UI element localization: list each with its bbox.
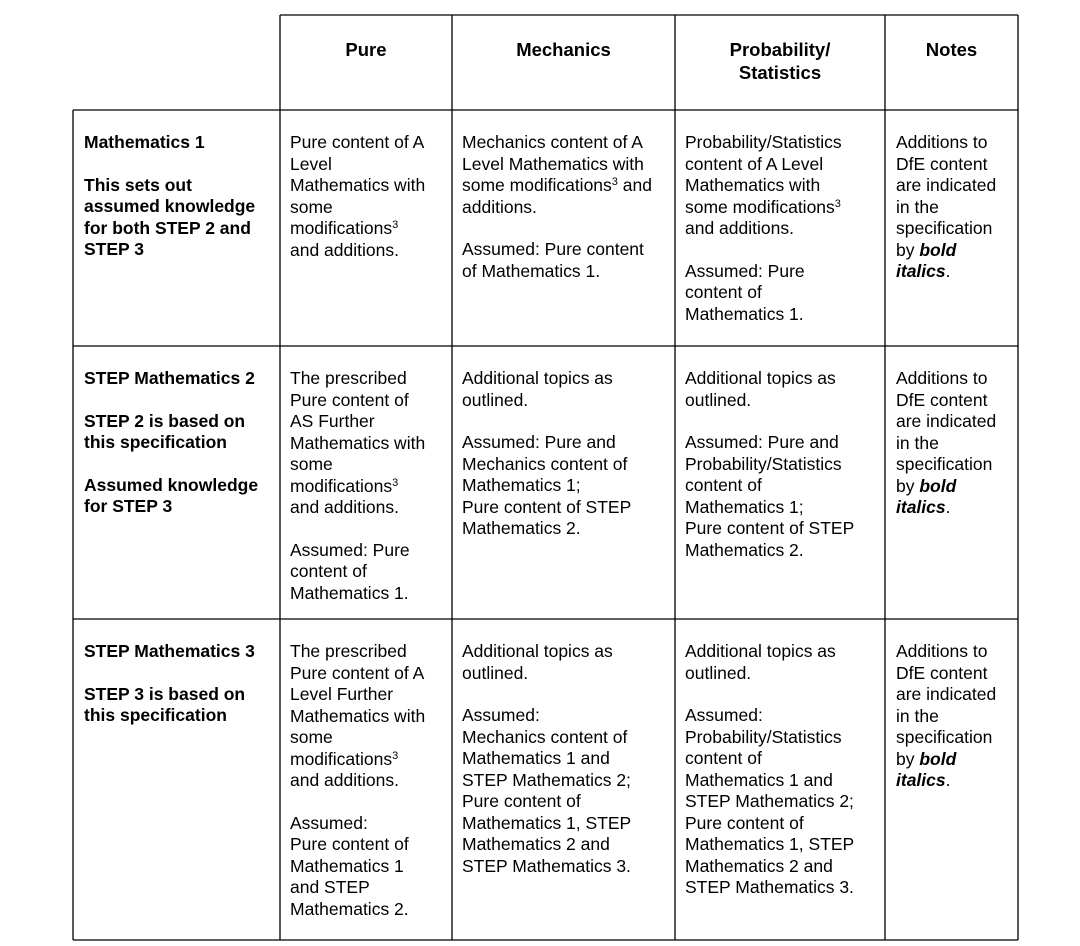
- text-line: Pure content of STEP: [685, 518, 855, 538]
- footnote-ref: 3: [392, 749, 399, 762]
- text-line: Assumed: Pure and: [685, 432, 839, 452]
- row2-mechanics: [462, 368, 631, 540]
- row1-notes: [896, 132, 996, 283]
- text-line: some: [290, 196, 333, 217]
- text-line: Pure content of A: [290, 132, 425, 152]
- text-line: are indicated: [896, 411, 997, 431]
- text-line: Pure content of: [462, 791, 581, 811]
- text-line: some: [290, 454, 333, 474]
- text-line: Mathematics 1 and: [462, 748, 610, 768]
- text-line: modifications$^3$: [290, 218, 399, 238]
- text-line: and additions.: [290, 497, 399, 517]
- text-line: Mathematics 1;: [462, 475, 581, 495]
- header-probability-statistics: [675, 38, 885, 84]
- row2-sub-line: STEP 2 is based on: [84, 410, 246, 431]
- row1-label: [84, 132, 255, 261]
- text-line: in the: [896, 432, 939, 453]
- text-line: Level Mathematics with: [462, 153, 644, 174]
- row3-sub-line: STEP 3 is based on: [84, 683, 246, 704]
- row2-label: [84, 368, 258, 518]
- text-line: Mathematics 2.: [462, 518, 581, 538]
- text-line: content of: [685, 282, 762, 302]
- text-line: Mechanics content of: [462, 726, 628, 747]
- row3-pure: [290, 641, 425, 920]
- text-line: content of: [290, 561, 367, 581]
- text-line: DfE content: [896, 662, 988, 683]
- text-line: modifications$^3$: [290, 748, 399, 769]
- text-line: content of: [685, 475, 762, 495]
- text-line: italics.: [896, 770, 951, 790]
- text-line: Assumed:: [462, 705, 540, 725]
- row3-mechanics: [462, 641, 631, 877]
- text-line: Mathematics 2 and: [462, 834, 610, 854]
- text-line: some modifications$^3$ and: [462, 175, 652, 195]
- row3-label: [84, 641, 255, 727]
- row1-sub-line: assumed knowledge: [84, 196, 256, 216]
- text-line: content of: [685, 748, 762, 768]
- text-line: DfE content: [896, 389, 988, 410]
- text-line: some: [290, 727, 333, 747]
- text-line: The prescribed: [290, 368, 407, 388]
- text-line: Assumed:: [290, 812, 368, 833]
- text-line: specification: [896, 218, 993, 238]
- row2-sub-line: Assumed knowledge: [84, 474, 259, 495]
- text-line: and STEP: [290, 877, 370, 897]
- text-line: Mathematics 2 and: [685, 855, 833, 876]
- text-line: of Mathematics 1.: [462, 260, 601, 281]
- text-line: and additions.: [290, 770, 399, 790]
- text-line: Mathematics 1.: [685, 303, 804, 324]
- text-line: Probability/Statistics: [685, 453, 842, 474]
- text-line: Mathematics 2.: [290, 898, 409, 919]
- text-line: Probability/Statistics: [685, 726, 842, 747]
- text-line: Assumed: Pure and: [462, 432, 616, 452]
- text-line: in the: [896, 196, 939, 217]
- row3-notes: [896, 641, 996, 792]
- text-line: Assumed: Pure: [685, 260, 805, 281]
- text-line: Additional topics as: [462, 368, 613, 388]
- text-line: are indicated: [896, 175, 997, 195]
- row1-sub-line: for both STEP 2 and: [84, 217, 251, 238]
- text-line: modifications$^3$: [290, 475, 399, 496]
- row1-mechanics: [462, 132, 652, 282]
- text-line: Assumed: Pure content: [462, 239, 644, 259]
- footnote-ref: 3: [392, 219, 399, 231]
- text-line: STEP Mathematics 3.: [685, 877, 854, 897]
- text-line: by bold: [896, 239, 957, 260]
- row1-sub-line: STEP 3: [84, 239, 144, 259]
- row1-probability: [685, 132, 842, 325]
- row2-sub-line: this specification: [84, 432, 227, 452]
- text-line: Mathematics 1;: [685, 496, 804, 517]
- text-line: Additions to: [896, 641, 988, 661]
- header-notes: Notes: [925, 39, 978, 60]
- text-line: specification: [896, 727, 993, 747]
- text-line: outlined.: [462, 389, 529, 410]
- header-prob-line2: Statistics: [738, 62, 822, 83]
- text-line: Mechanics content of A: [462, 132, 643, 152]
- text-line: Mathematics with: [290, 432, 426, 453]
- footnote-ref: 3: [392, 476, 399, 489]
- text-line: Probability/Statistics: [685, 132, 842, 152]
- text-line: Mathematics with: [290, 175, 426, 195]
- text-line: outlined.: [685, 662, 752, 683]
- text-line: Level Further: [290, 684, 394, 704]
- text-line: italics.: [896, 261, 951, 281]
- text-line: Pure content of A: [290, 662, 425, 683]
- row2-sub-line: for STEP 3: [84, 496, 173, 516]
- text-line: and additions.: [290, 239, 399, 260]
- text-line: Pure content of: [290, 389, 409, 410]
- text-line: Additional topics as: [462, 641, 613, 661]
- text-line: Assumed: Pure: [290, 539, 410, 560]
- text-line: and additions.: [685, 218, 794, 238]
- text-line: by bold: [896, 475, 957, 496]
- text-line: Additions to: [896, 368, 988, 388]
- text-line: outlined.: [685, 389, 752, 410]
- text-line: are indicated: [896, 684, 997, 704]
- row3-probability: [685, 641, 854, 899]
- text-line: Pure content of: [685, 812, 804, 833]
- text-line: in the: [896, 705, 939, 726]
- text-line: Mechanics content of: [462, 453, 628, 474]
- text-line: italics.: [896, 497, 951, 517]
- row1-pure: [290, 132, 425, 261]
- row1-title: Mathematics 1: [84, 132, 205, 152]
- header-pure: Pure: [345, 39, 387, 60]
- header-mechanics: Mechanics: [516, 39, 611, 60]
- text-line: Mathematics with: [290, 705, 426, 726]
- text-line: Mathematics 2.: [685, 539, 804, 560]
- row3-title: STEP Mathematics 3: [84, 641, 255, 661]
- text-line: STEP Mathematics 2;: [462, 769, 631, 790]
- text-line: AS Further: [290, 411, 375, 431]
- text-line: Mathematics with: [685, 175, 821, 195]
- text-line: STEP Mathematics 2;: [685, 791, 854, 811]
- text-line: some modifications$^3$: [685, 196, 841, 217]
- row2-probability: [685, 368, 854, 561]
- text-line: Additional topics as: [685, 368, 836, 388]
- text-line: The prescribed: [290, 641, 407, 661]
- header-prob-line1: Probability/: [729, 39, 831, 60]
- text-line: Mathematics 1 and: [685, 769, 833, 790]
- footnote-ref: 3: [834, 197, 841, 210]
- text-line: Additional topics as: [685, 641, 836, 661]
- text-line: DfE content: [896, 153, 988, 174]
- text-line: Mathematics 1, STEP: [462, 812, 632, 833]
- text-line: Mathematics 1, STEP: [685, 834, 855, 854]
- text-line: Level: [290, 153, 332, 174]
- text-line: by bold: [896, 748, 957, 769]
- footnote-ref: 3: [611, 176, 618, 188]
- row2-title: STEP Mathematics 2: [84, 368, 255, 388]
- text-line: additions.: [462, 196, 537, 217]
- text-line: Mathematics 1: [290, 855, 404, 876]
- row1-sub-line: This sets out: [84, 174, 192, 195]
- text-line: content of A Level: [685, 153, 824, 174]
- text-line: specification: [896, 454, 993, 474]
- text-line: Pure content of STEP: [462, 496, 632, 517]
- text-line: Additions to: [896, 132, 988, 152]
- row2-notes: [896, 368, 996, 519]
- row3-sub-line: this specification: [84, 705, 227, 725]
- text-line: Mathematics 1.: [290, 582, 409, 603]
- row2-pure: [290, 368, 425, 604]
- text-line: STEP Mathematics 3.: [462, 855, 631, 876]
- text-line: Assumed:: [685, 705, 763, 725]
- text-line: outlined.: [462, 662, 529, 683]
- text-line: Pure content of: [290, 834, 409, 854]
